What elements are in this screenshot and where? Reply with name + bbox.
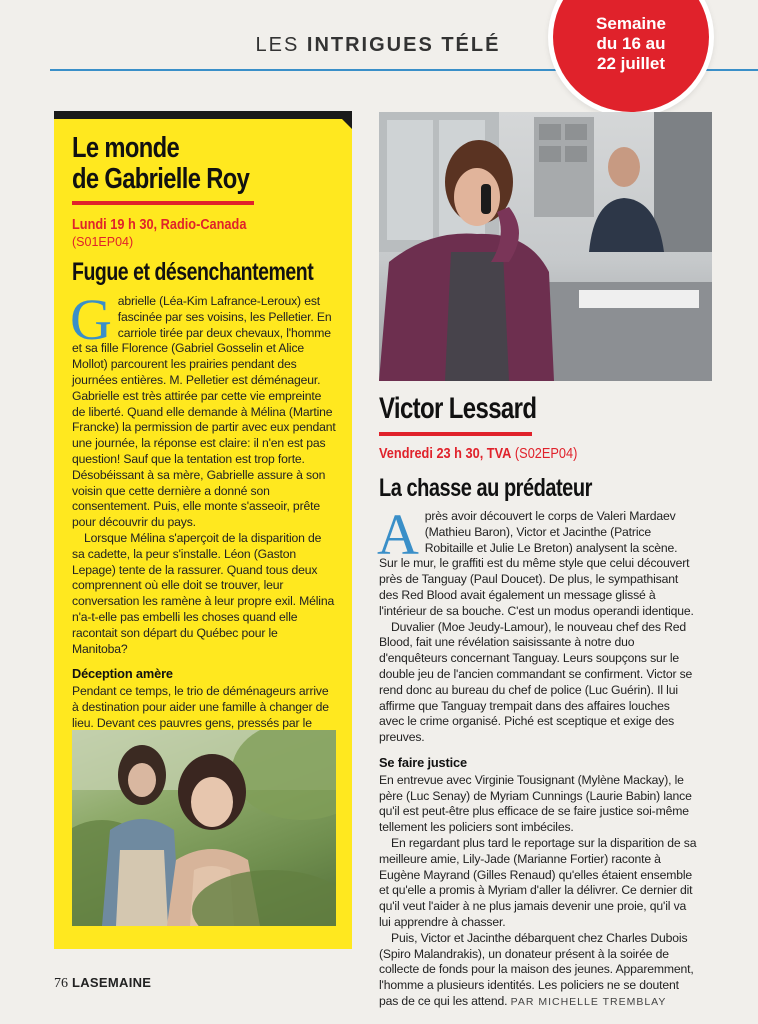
- left-paragraph-1-text: abrielle (Léa-Kim Lafrance-Leroux) est fascinée par ses voisins, les Pelletier. En carriole tirée par deux chevaux, l'homme et sa fille Florence (Gabriel Gosselin et Alice Mollot) parcourent les prairies pendant des journées entières. M. Pelletier est déménageur. Gabrielle est très attirée par cette vie empreinte de liberté. Quand elle demande à Mélina (Martine Francke) la permission de partir avec eux pendant une journée, la réponse est claire: il n'en est pas question! Sauf que la tentation est trop forte. Désobéissant à sa mère, Gabrielle assure à son voisin que cette dernière a donné son consentement. Puis, elle monte s'asseoir, prête pour découvrir du pays.: [72, 294, 336, 530]
- right-episode: (S02EP04): [514, 446, 578, 462]
- section-title: [228, 34, 528, 57]
- right-article-body: [377, 502, 697, 1011]
- right-paragraph-2: Duvalier (Moe Jeudy-Lamour), le nouveau chef des Red Blood, fait une révélation saisissante à notre duo d'enquêteurs concernant Tanguay. Leurs soupçons sur le double jeu de l'ancien commandant se confirment. Victor se rend donc au bureau du chef de police (Luc Guérin). Il lui affirme que Tanguay trempait dans des affaires louches avec le crime organisé. Piché est sceptique et exige des preuves.: [379, 619, 693, 745]
- right-story-title: La chasse au prédateur: [379, 474, 592, 502]
- left-photo: [72, 730, 336, 926]
- left-dropcap: G: [70, 287, 112, 352]
- right-paragraph-5-text: Puis, Victor et Jacinthe débarquent chez Charles Dubois (Spiro Malandrakis), un donateur présent à la soirée de collecte de fonds pour la maison des jeunes. Apparemment, l'homme a plusieurs identités. Les policiers ne se doutent pas de ce qui les attend.: [379, 930, 694, 1008]
- week-badge: [553, 0, 709, 112]
- week-badge-line-2: du 16 au: [596, 34, 666, 53]
- right-schedule-line: [379, 446, 577, 462]
- page-folio: [54, 975, 151, 992]
- left-paragraph-2: Lorsque Mélina s'aperçoit de la disparition de sa cadette, la peur s'installe. Léon (Gaston Lepage) tente de la rassurer. Quand tous deux comprennent où elle doit se trouver, leur conversation les ramène à leur propre exil. Mélina n'a-t-elle pas embelli les choses quand elle racontait son départ du Québec pour le Manitoba?: [72, 530, 335, 656]
- right-schedule: Vendredi 23 h 30, TVA: [379, 446, 512, 462]
- week-badge-line-1: Semaine: [596, 14, 666, 33]
- left-paragraph-3-text: Pendant ce temps, le trio de déménageurs arrive à destination pour aider une famille à changer de lieu. Devant ces pauvres gens, pressés par le: [72, 684, 329, 730]
- left-episode: (S01EP04): [72, 235, 134, 249]
- right-photo-illustration: [379, 112, 712, 381]
- left-article-top-bar: [54, 111, 352, 119]
- left-show-title-line-2: de Gabrielle Roy: [72, 163, 250, 195]
- right-paragraph-1: [377, 502, 697, 620]
- left-story-title: Fugue et désenchantement: [72, 258, 314, 286]
- right-paragraph-3: En entrevue avec Virginie Tousignant (Mylène Mackay), le père (Luc Senay) de Myriam Cunnings (Laurie Babin) lance qu'il est peut-être plus efficace de se faire justice soi-même tellement les policiers sont imbéciles.: [379, 772, 692, 835]
- right-paragraph-1-text: près avoir découvert le corps de Valeri Mardaev (Mathieu Baron), Victor et Jacinthe (Patrice Robitaille et Julie Le Breton) analysent la scène. Sur le mur, le graffiti est du même style que celui découvert près de Tanguay (Paul Doucet). De plus, le sympathisant des Red Blood avait également un message glissé à l'intérieur de sa bouche. C'est un modus operandi identique.: [379, 509, 694, 618]
- left-show-title: [72, 133, 293, 195]
- magazine-name: LASEMAINE: [72, 975, 152, 990]
- right-byline: PAR MICHELLE TREMBLAY: [510, 995, 667, 1008]
- week-badge-line-3: 22 juillet: [596, 54, 666, 73]
- left-schedule: Lundi 19 h 30, Radio-Canada: [72, 217, 247, 233]
- right-paragraph-5: [379, 931, 697, 1011]
- right-dropcap: A: [377, 502, 419, 567]
- section-title-prefix: LES: [255, 34, 307, 56]
- left-photo-illustration: [72, 730, 336, 926]
- page-number: 76: [54, 976, 68, 991]
- left-subhead: Déception amère: [72, 666, 173, 682]
- left-paragraph-1: [70, 287, 336, 531]
- right-title-underline: [379, 432, 532, 436]
- section-title-bold: INTRIGUES TÉLÉ: [306, 34, 501, 56]
- right-show-title: Victor Lessard: [379, 392, 537, 425]
- left-title-underline: [72, 201, 254, 205]
- left-show-title-line-1: Le monde: [72, 132, 180, 164]
- right-photo: [379, 112, 712, 381]
- right-paragraph-4: En regardant plus tard le reportage sur la disparition de sa meilleure amie, Lily-Jade (Marianne Fortier) raconte à Eugène Mayrand (Gilles Renaud) qu'elles étaient ensemble et qu'elle a promis à Myriam d'aller la délivrer. Ce dernier dit qu'il veut l'aider à ne plus jamais devenir une proie, qu'il va lui apprendre à chasser.: [379, 835, 697, 929]
- right-subhead: Se faire justice: [379, 754, 467, 770]
